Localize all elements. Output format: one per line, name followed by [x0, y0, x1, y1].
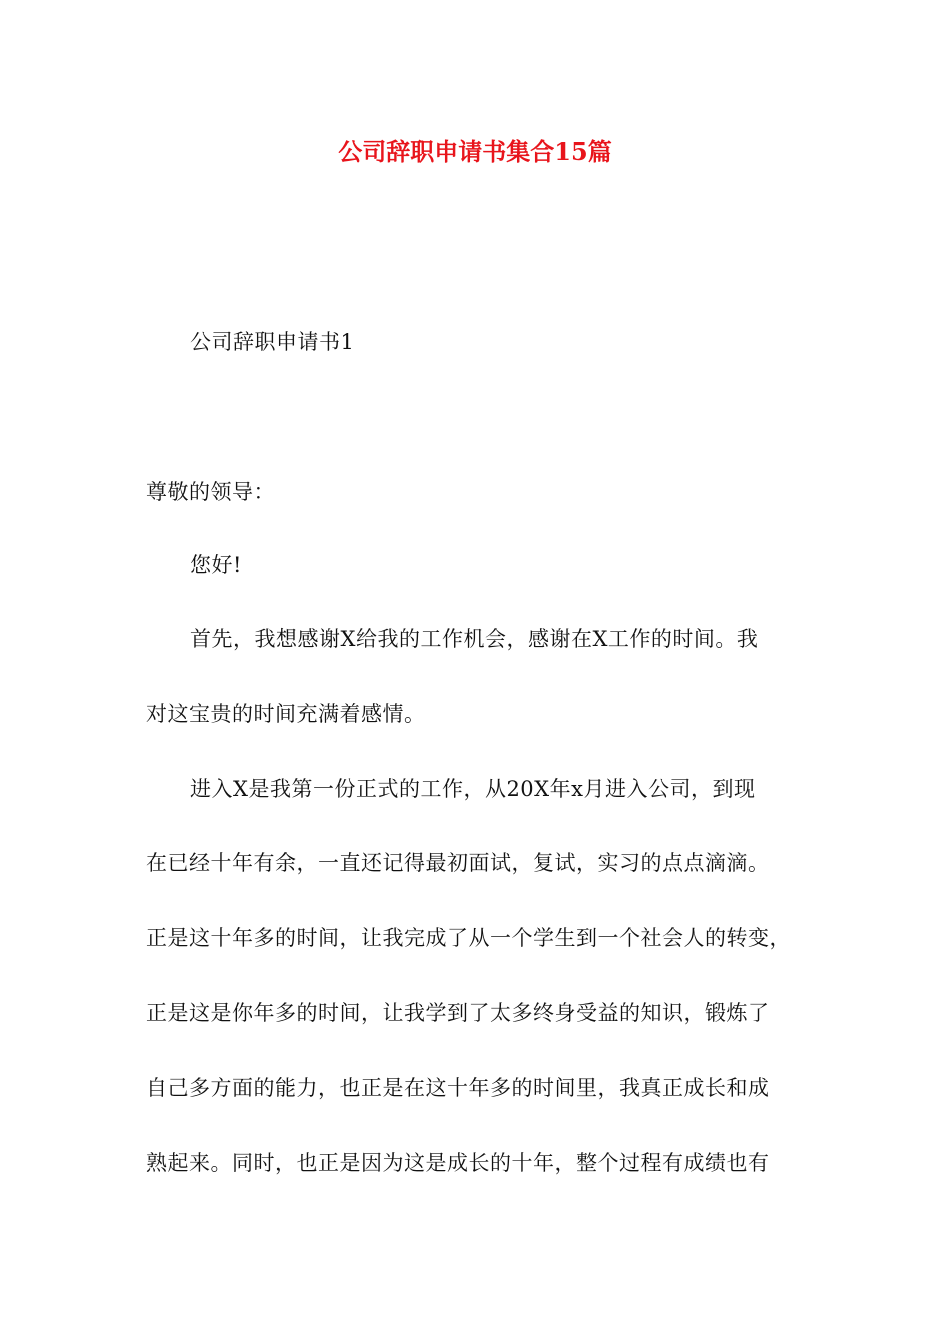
body-line: 正是这是你年多的时间，让我学到了太多终身受益的知识，锻炼了 [146, 1001, 770, 1025]
body-line: 首先，我想感谢X给我的工作机会，感谢在X工作的时间。我 [190, 627, 759, 651]
body-line: 自己多方面的能力，也正是在这十年多的时间里，我真正成长和成 [146, 1076, 770, 1100]
body-line: 在已经十年有余，一直还记得最初面试，复试，实习的点点滴滴。 [146, 851, 770, 875]
body-line: 正是这十年多的时间，让我完成了从一个学生到一个社会人的转变， [146, 926, 791, 950]
document-title: 公司辞职申请书集合15篇 [338, 137, 612, 166]
body-line: 对这宝贵的时间充满着感情。 [146, 702, 426, 726]
section-heading: 公司辞职申请书1 [190, 330, 355, 354]
salutation: 尊敬的领导： [146, 480, 275, 504]
body-line: 熟起来。同时，也正是因为这是成长的十年，整个过程有成绩也有 [146, 1151, 770, 1175]
body-line: 进入X是我第一份正式的工作，从20X年x月进入公司，到现 [190, 777, 756, 801]
greeting: 您好! [190, 553, 242, 577]
